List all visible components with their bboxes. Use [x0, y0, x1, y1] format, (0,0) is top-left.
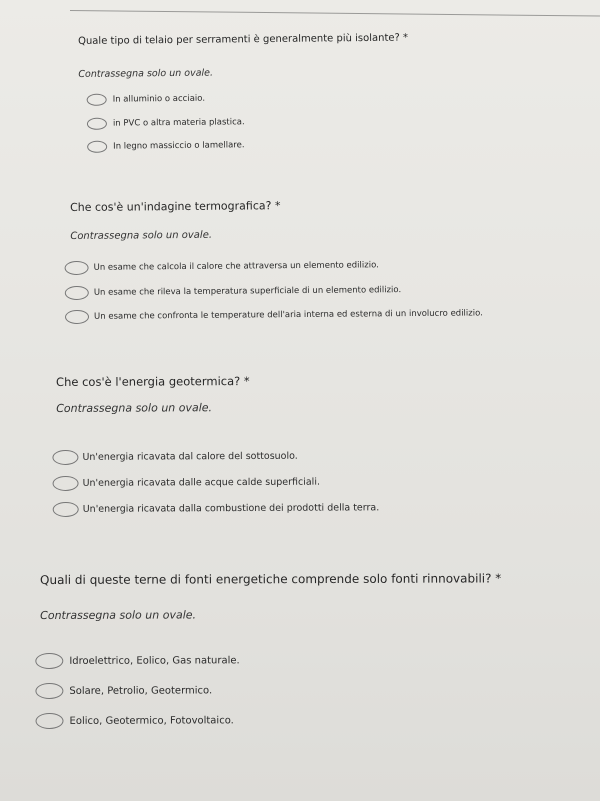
option-label: Un'energia ricavata dal calore del sottosuolo.: [82, 450, 298, 463]
question-2-instruction: Contrassegna solo un ovale.: [70, 229, 213, 242]
question-1-option-1[interactable]: [87, 93, 205, 106]
option-label: Idroelettrico, Eolico, Gas naturale.: [69, 654, 240, 667]
question-3-option-1[interactable]: [52, 449, 297, 465]
radio-oval[interactable]: [53, 502, 79, 517]
question-1-option-3[interactable]: [87, 139, 244, 153]
option-label: Un esame che confronta le temperature dell'aria interna ed esterna di un involucro edilizio.: [93, 308, 483, 322]
option-label: Un esame che rileva la temperatura superficiale di un elemento edilizio.: [93, 285, 402, 298]
question-4-option-1[interactable]: [35, 652, 239, 669]
question-3-title: Che cos'è l'energia geotermica? *: [56, 373, 250, 389]
option-label: Un'energia ricavata dalle acque calde superficiali.: [82, 476, 320, 489]
question-4-option-2[interactable]: [35, 682, 212, 699]
top-divider: [70, 10, 600, 17]
radio-oval[interactable]: [87, 141, 107, 153]
question-2: [70, 199, 483, 322]
option-label: Solare, Petrolio, Geotermico.: [69, 684, 213, 697]
question-4: [40, 571, 502, 727]
radio-oval[interactable]: [35, 683, 63, 699]
radio-oval[interactable]: [87, 118, 107, 130]
option-label: Eolico, Geotermico, Fotovoltaico.: [69, 714, 234, 727]
question-1: [78, 32, 409, 152]
option-label: in PVC o altra materia plastica.: [112, 117, 245, 129]
option-label: Un esame che calcola il calore che attraversa un elemento edilizio.: [93, 260, 379, 273]
question-2-option-2[interactable]: [65, 283, 401, 300]
question-2-option-1[interactable]: [65, 258, 379, 275]
radio-oval[interactable]: [65, 310, 89, 324]
question-1-title: Quale tipo di telaio per serramenti è generalmente più isolante? *: [78, 32, 409, 47]
question-3-option-3[interactable]: [53, 500, 380, 517]
question-3-option-2[interactable]: [53, 475, 320, 491]
radio-oval[interactable]: [52, 450, 78, 465]
radio-oval[interactable]: [87, 94, 107, 106]
question-1-option-2[interactable]: [87, 116, 245, 130]
radio-oval[interactable]: [35, 713, 63, 729]
question-3: [56, 373, 380, 515]
option-label: In legno massiccio o lamellare.: [113, 140, 245, 152]
question-2-title: Che cos'è un'indagine termografica? *: [70, 199, 281, 214]
radio-oval[interactable]: [65, 261, 89, 275]
question-4-option-3[interactable]: [35, 712, 233, 729]
question-4-instruction: Contrassegna solo un ovale.: [40, 608, 197, 622]
question-3-instruction: Contrassegna solo un ovale.: [56, 401, 213, 415]
radio-oval[interactable]: [35, 653, 63, 669]
question-1-instruction: Contrassegna solo un ovale.: [78, 67, 214, 80]
radio-oval[interactable]: [53, 476, 79, 491]
option-label: In alluminio o acciaio.: [112, 93, 206, 105]
question-4-title: Quali di queste terne di fonti energetiche comprende solo fonti rinnovabili? *: [40, 571, 502, 587]
radio-oval[interactable]: [65, 286, 89, 300]
question-2-option-3[interactable]: [65, 306, 483, 324]
option-label: Un'energia ricavata dalla combustione dei prodotti della terra.: [82, 502, 380, 515]
